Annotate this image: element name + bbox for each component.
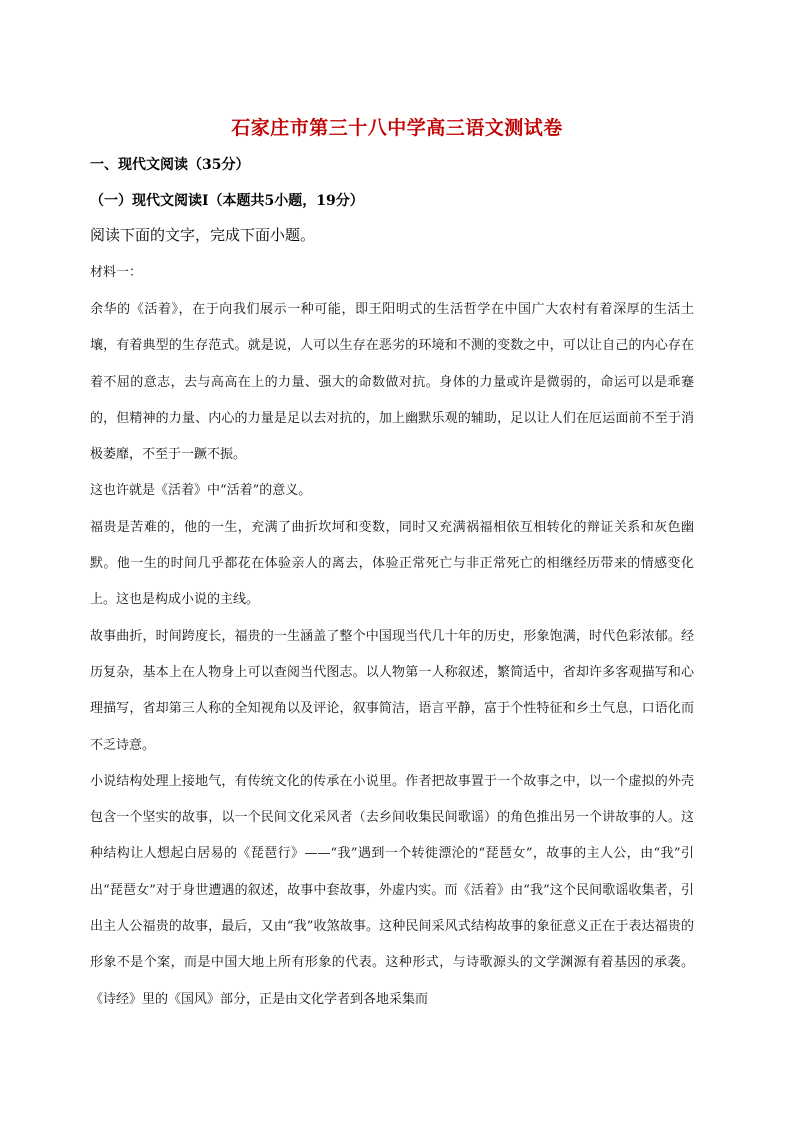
passage-paragraph: 这也许就是《活着》中“活着”的意义。 [90,483,312,499]
material-label: 材料一： [90,265,143,280]
page-title: 石家庄市第三十八中学高三语文测试卷 [231,117,563,139]
passage-paragraph: 小说结构处理上接地气，有传统文化的传承在小说里。作者把故事置于一个故事之中，以一个虚拟的外壳包含一个坚实的故事，以一个民间文化采风者（去乡间收集民间歌谣）的角色推出另一个讲故事的人。这种结构让人想起白居易的《琵琶行》——“我”遇到一个转徙漂沦的“琵琶女”，故事的主人公，由“我”引出“琵琶女”对于身世遭遇的叙述，故事中套故事，外虚内实。而《活着》由“我”这个民间歌谣收集者，引出主人公福贵的故事，最后，又由“我”收煞故事。这种民间采风式结构故事的象征意义正在于表达福贵的形象不是个案，而是中国大地上所有形象的代表。这种形式，与诗歌源头的文学渊源有着基因的承袭。《诗经》里的《国风》部分，正是由文化学者到各地采集而 [90,773,694,1007]
reading-instruction: 阅读下面的文字，完成下面小题。 [90,226,316,244]
passage-body [90,292,694,1018]
passage-paragraph: 福贵是苦难的，他的一生，充满了曲折坎坷和变数，同时又充满祸福相依互相转化的辩证关系和灰色幽默。他一生的时间几乎都花在体验亲人的离去，体验正常死亡与非正常死亡的相继经历带来的情感变化上。这也是构成小说的主线。 [90,519,694,608]
passage-paragraph: 余华的《活着》，在于向我们展示一种可能，即王阳明式的生活哲学在中国广大农村有着深厚的生活土壤，有着典型的生存范式。就是说，人可以生存在恶劣的环境和不测的变数之中，可以让自己的内心存在着不屈的意志，去与高高在上的力量、强大的命数做对抗。身体的力量或许是微弱的，命运可以是乖蹇的，但精神的力量、内心的力量是足以去对抗的，加上幽默乐观的辅助，足以让人们在厄运面前不至于消极萎靡，不至于一蹶不振。 [90,302,694,463]
subsection-heading: （一）现代文阅读Ⅰ（本题共5小题，19分） [90,193,364,209]
section-heading: 一、现代文阅读（35分） [90,157,250,173]
passage-paragraph: 故事曲折，时间跨度长，福贵的一生涵盖了整个中国现当代几十年的历史，形象饱满，时代色彩浓郁。经历复杂，基本上在人物身上可以查阅当代图志。以人物第一人称叙述，繁简适中，省却许多客观描写和心理描写，省却第三人称的全知视角以及评论，叙事简洁，语言平静，富于个性特征和乡土气息，口语化而不乏诗意。 [90,628,694,753]
